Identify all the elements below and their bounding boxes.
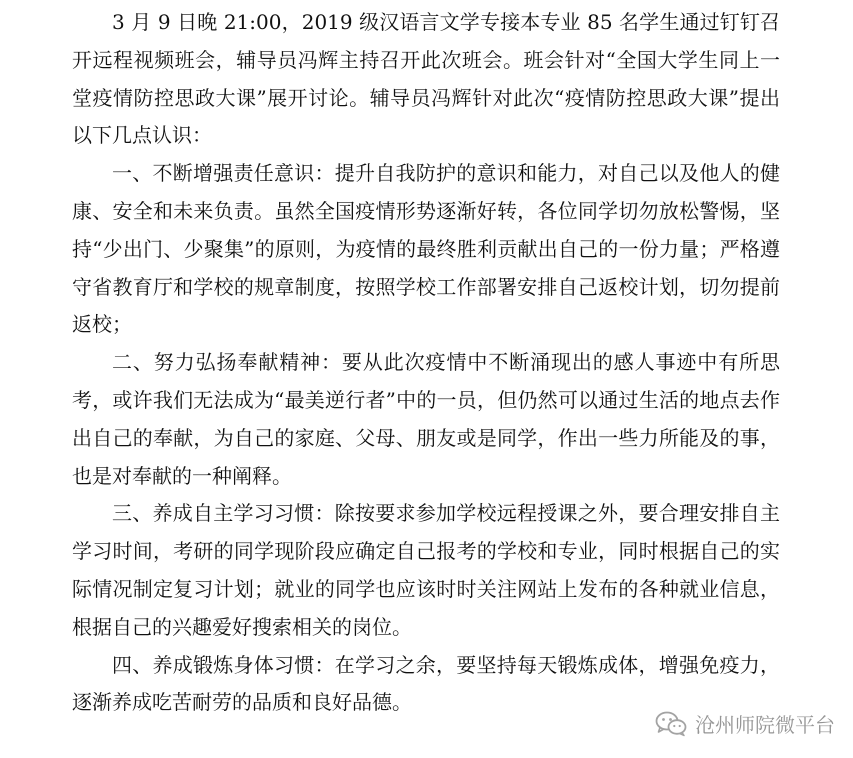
paragraph-point-4: 四、养成锻炼身体习惯：在学习之余，要坚持每天锻炼成体，增强免疫力，逐渐养成吃苦耐劳的品质和良好品德。 xyxy=(72,652,780,715)
document-body xyxy=(72,4,780,722)
watermark xyxy=(655,709,835,738)
paragraph-intro: 3 月 9 日晚 21:00，2019 级汉语言文学专接本专业 85 名学生通过钉钉召开远程视频班会，辅导员冯辉主持召开此次班会。班会针对“全国大学生同上一堂疫情防控思政大课”展开讨论。辅导员冯辉针对此次“疫情防控思政大课”提出以下几点认识： xyxy=(72,10,780,148)
paragraph-point-1: 一、不断增强责任意识：提升自我防护的意识和能力，对自己以及他人的健康、安全和未来负责。虽然全国疫情形势逐渐好转，各位同学切勿放松警惕，坚持“少出门、少聚集”的原则，为疫情的最终胜利贡献出自己的一份力量；严格遵守省教育厅和学校的规章制度，按照学校工作部署安排自己返校计划，切勿提前返校； xyxy=(72,161,780,337)
watermark-text: 沧州师院微平台 xyxy=(695,713,835,737)
paragraph-point-2: 二、努力弘扬奉献精神：要从此次疫情中不断涌现出的感人事迹中有所思考，或许我们无法成为“最美逆行者”中的一员，但仍然可以通过生活的地点去作出自己的奉献，为自己的家庭、父母、朋友或是同学，作出一些力所能及的事，也是对奉献的一种阐释。 xyxy=(72,350,780,488)
paragraph-point-3: 三、养成自主学习习惯：除按要求参加学校远程授课之外，要合理安排自主学习时间，考研的同学现阶段应确定自己报考的学校和专业，同时根据自己的实际情况制定复习计划；就业的同学也应该时时关注网站上发布的各种就业信息，根据自己的兴趣爱好搜索相关的岗位。 xyxy=(72,501,780,639)
wechat-icon xyxy=(655,711,687,737)
